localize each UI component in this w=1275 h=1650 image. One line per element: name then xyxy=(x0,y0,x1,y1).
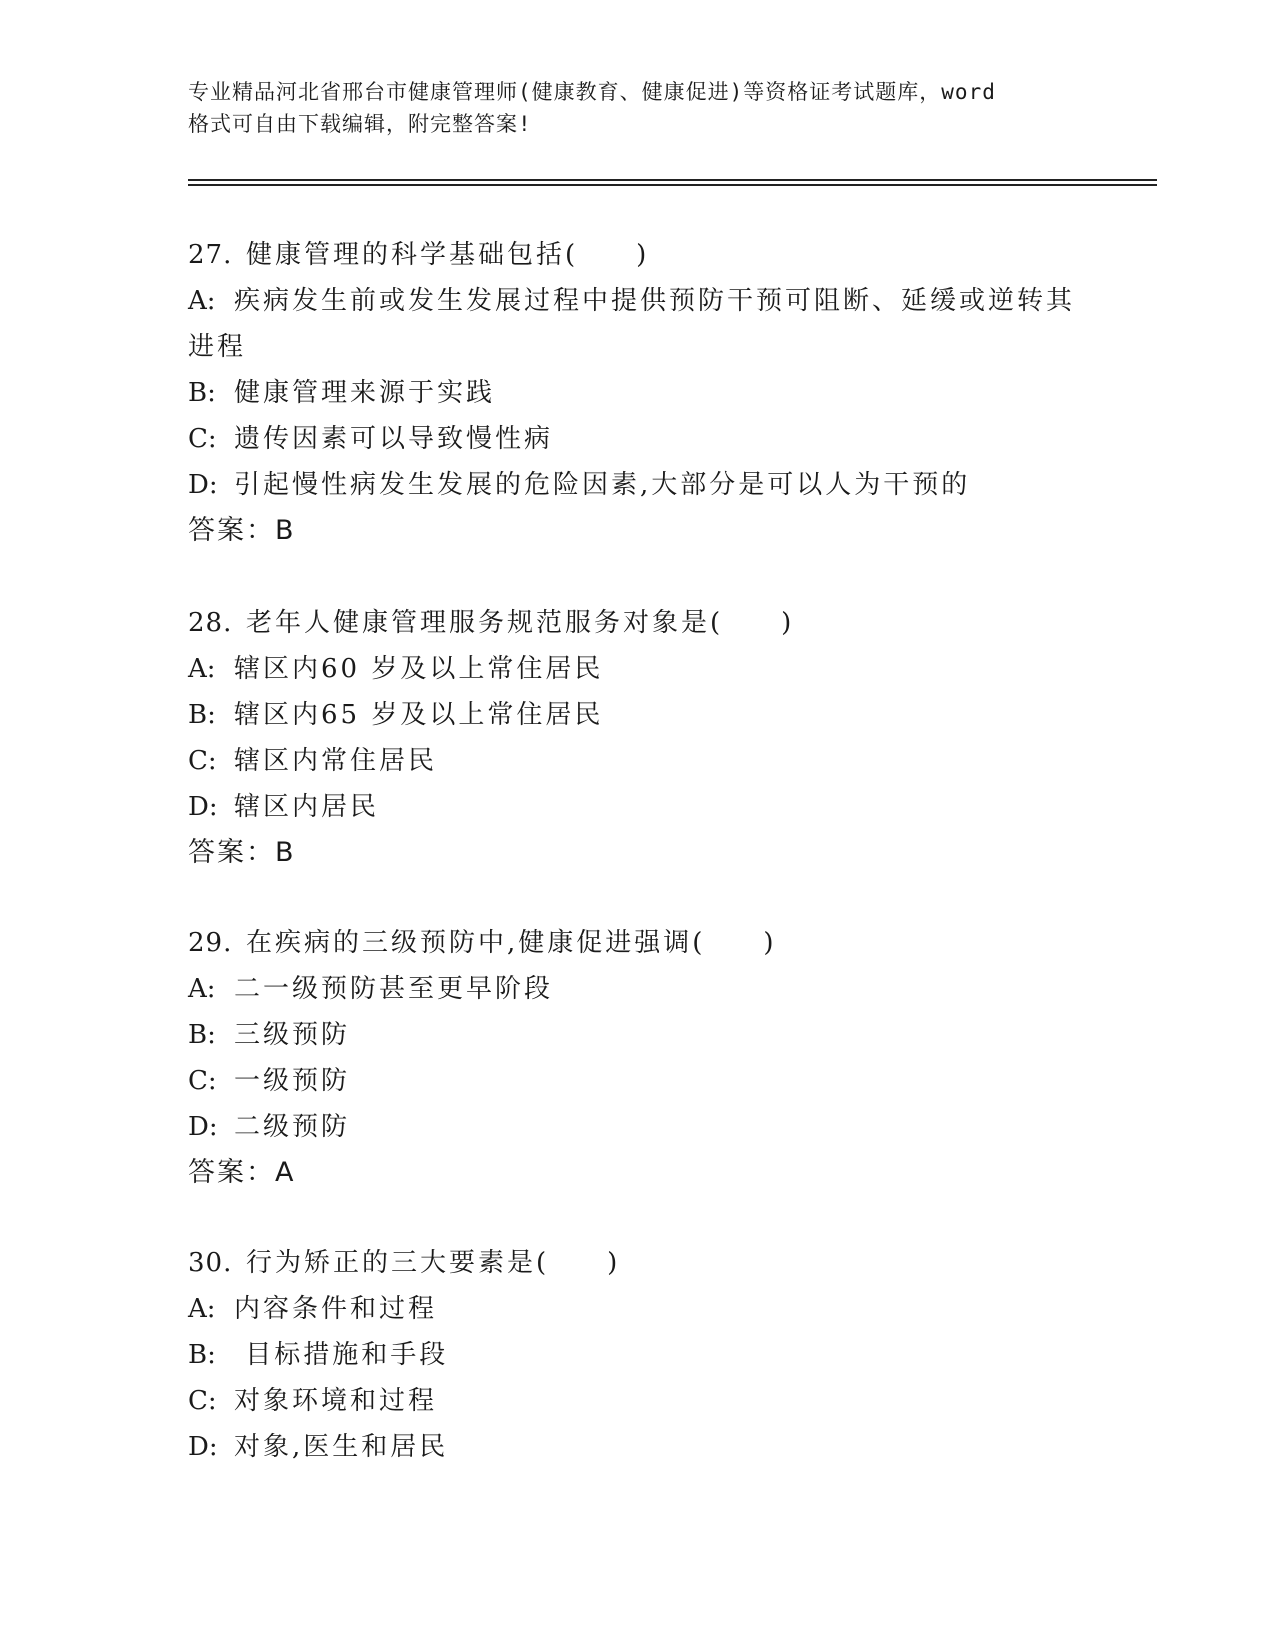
option-letter: D: xyxy=(188,470,218,500)
question-text: 健康管理的科学基础包括( ) xyxy=(246,240,650,270)
question-number: 30. xyxy=(188,1248,233,1278)
option-d xyxy=(188,1104,1088,1150)
option-letter: D: xyxy=(188,1112,218,1142)
header-line-2: 格式可自由下载编辑，附完整答案! xyxy=(188,112,532,136)
option-a xyxy=(188,966,1088,1012)
question-29 xyxy=(188,920,1088,1196)
question-text: 行为矫正的三大要素是( ) xyxy=(246,1248,621,1278)
option-text: 一级预防 xyxy=(234,1066,351,1096)
option-letter: B: xyxy=(188,700,216,730)
question-title xyxy=(188,1240,1088,1286)
option-text: 对象环境和过程 xyxy=(234,1386,438,1416)
header-divider-top xyxy=(188,179,1157,181)
option-text: 二级预防 xyxy=(234,1112,351,1142)
option-text: 遗传因素可以导致慢性病 xyxy=(234,424,554,454)
option-d xyxy=(188,462,1088,508)
option-text: 对象,医生和居民 xyxy=(234,1432,449,1462)
option-a xyxy=(188,278,1088,324)
question-number: 28. xyxy=(188,608,233,638)
question-27 xyxy=(188,232,1088,554)
option-text: 内容条件和过程 xyxy=(234,1294,438,1324)
document-header xyxy=(188,76,1088,140)
option-c xyxy=(188,738,1088,784)
option-c xyxy=(188,1378,1088,1424)
option-a-continuation: 进程 xyxy=(188,332,247,362)
option-text: 引起慢性病发生发展的危险因素,大部分是可以人为干预的 xyxy=(234,470,971,500)
option-letter: C: xyxy=(188,1066,217,1096)
question-28 xyxy=(188,600,1088,876)
header-divider-bottom xyxy=(188,184,1157,186)
answer: 答案：B xyxy=(188,837,296,868)
option-d xyxy=(188,1424,1088,1470)
option-text: 目标措施和手段 xyxy=(234,1340,449,1370)
header-line-1: 专业精品河北省邢台市健康管理师(健康教育、健康促进)等资格证考试题库，word xyxy=(188,80,996,104)
option-a xyxy=(188,1286,1088,1332)
option-letter: B: xyxy=(188,1020,216,1050)
question-30 xyxy=(188,1240,1088,1470)
option-b xyxy=(188,692,1088,738)
option-d xyxy=(188,784,1088,830)
option-text: 二一级预防甚至更早阶段 xyxy=(234,974,554,1004)
option-b xyxy=(188,1012,1088,1058)
option-b xyxy=(188,1332,1088,1378)
option-text: 辖区内60 岁及以上常住居民 xyxy=(234,654,604,684)
option-b xyxy=(188,370,1088,416)
option-c xyxy=(188,1058,1088,1104)
option-text: 辖区内65 岁及以上常住居民 xyxy=(234,700,604,730)
option-text: 辖区内常住居民 xyxy=(234,746,438,776)
answer: 答案：B xyxy=(188,515,296,546)
option-letter: C: xyxy=(188,1386,217,1416)
option-letter: C: xyxy=(188,746,217,776)
option-letter: A: xyxy=(188,286,216,316)
question-number: 27. xyxy=(188,240,233,270)
question-title xyxy=(188,920,1088,966)
option-letter: B: xyxy=(188,1340,216,1370)
option-text: 辖区内居民 xyxy=(234,792,380,822)
answer: 答案：A xyxy=(188,1157,296,1188)
option-letter: B: xyxy=(188,378,216,408)
question-text: 在疾病的三级预防中,健康促进强调( ) xyxy=(246,928,777,958)
option-c xyxy=(188,416,1088,462)
option-letter: A: xyxy=(188,974,216,1004)
question-number: 29. xyxy=(188,928,233,958)
question-title xyxy=(188,600,1088,646)
option-letter: D: xyxy=(188,792,218,822)
option-a xyxy=(188,646,1088,692)
option-text: 健康管理来源于实践 xyxy=(234,378,496,408)
option-letter: D: xyxy=(188,1432,218,1462)
option-text: 疾病发生前或发生发展过程中提供预防干预可阻断、延缓或逆转其 xyxy=(234,286,1076,316)
option-text: 三级预防 xyxy=(234,1020,351,1050)
option-letter: A: xyxy=(188,1294,216,1324)
option-letter: C: xyxy=(188,424,217,454)
question-title xyxy=(188,232,1088,278)
question-text: 老年人健康管理服务规范服务对象是( ) xyxy=(246,608,795,638)
option-letter: A: xyxy=(188,654,216,684)
